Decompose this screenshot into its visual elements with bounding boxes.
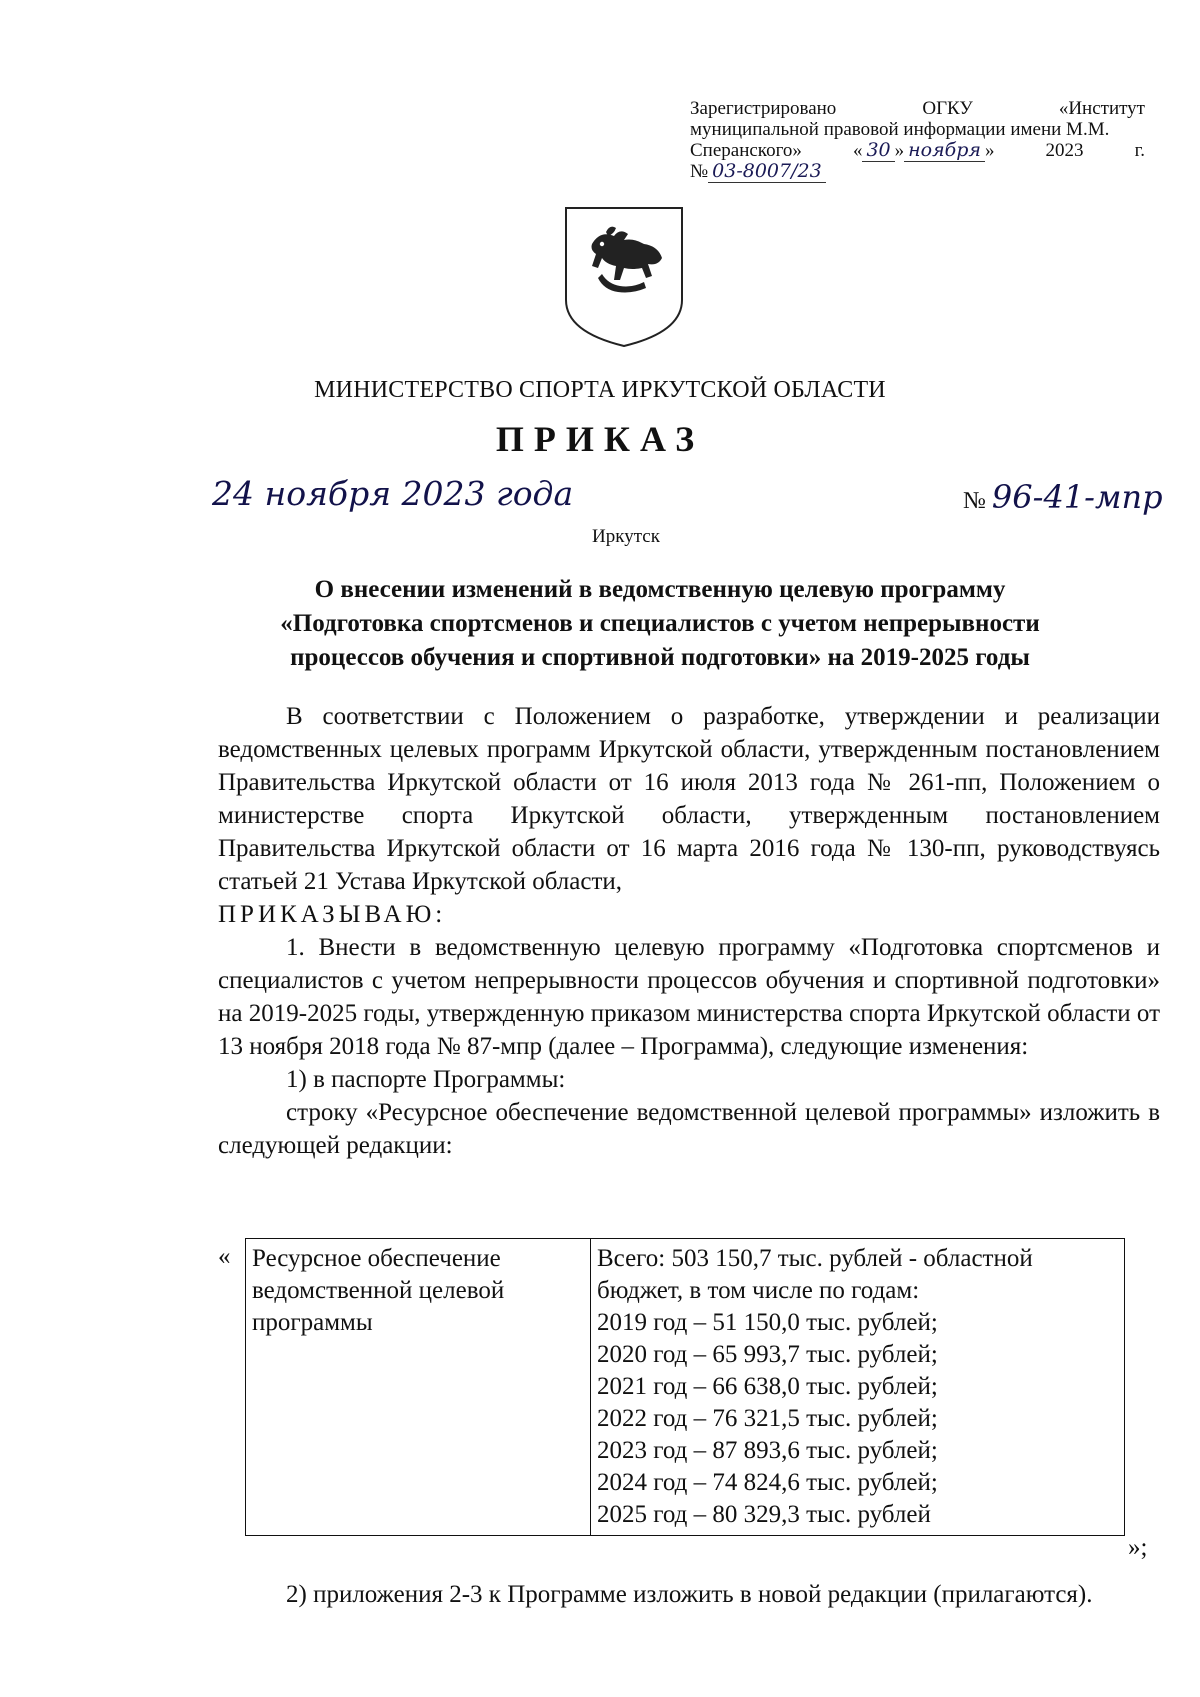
order-date: 24 ноября 2023 года [212,474,574,513]
registration-year: 2023 [1045,140,1084,161]
table-quote-close: »; [1128,1534,1148,1561]
resource-values-cell [591,1239,1125,1536]
ministry-name: МИНИСТЕРСТВО СПОРТА ИРКУТСКОЙ ОБЛАСТИ [314,377,886,403]
order-subject [200,573,1120,675]
registration-text: Зарегистрировано [690,98,837,119]
resource-total: Всего: 503 150,7 тыс. рублей - областной бюджет, в том числе по годам: [597,1245,1033,1304]
resource-year-2020: 2020 год – 65 993,7 тыс. рублей; [597,1341,938,1368]
registration-number: 03-8007/23 [708,161,826,183]
quote-open: « [852,140,863,161]
registration-line-4 [690,161,1145,183]
table-row [246,1239,1125,1536]
resource-year-2019: 2019 год – 51 150,0 тыс. рублей; [597,1309,938,1336]
coat-of-arms-emblem [562,204,686,350]
preamble: В соответствии с Положением о разработке, утверждении и реализации ведомственных целевых программ Иркутской области, утвержденным постановлением Правительства Иркутской области от 16 июля 2013 года № 261-пп, Положением о министерстве спорта Иркутской области, утвержденным постановлением Правительства Иркутской области от 16 марта 2016 года № 130-пп, руководствуясь статьей 21 Устава Иркутской области, [218,703,1160,895]
table-quote-open: « [218,1243,231,1270]
registration-institute: «Институт [1058,98,1145,119]
registration-line-1 [690,98,1145,119]
registration-line-2 [690,119,1145,140]
item-1-2: 2) приложения 2-3 к Программе изложить в новой редакции (прилагаются). [286,1581,1093,1608]
resource-table [245,1238,1125,1536]
item-1: 1. Внести в ведомственную целевую программу «Подготовка спортсменов и специалистов с учетом непрерывности процессов обучения и спортивной подготовки» на 2019-2025 годы, утвержденную приказом министерства спорта Иркутской области от 13 ноября 2018 года № 87-мпр (далее – Программа), следующие изменения: [218,934,1160,1060]
order-body [218,700,1160,1162]
registration-day: 30 [862,139,894,162]
order-number [963,478,1163,516]
order-number-value: 96-41-мпр [991,478,1163,516]
city: Иркутск [592,526,660,547]
quote-close-2: » [985,140,995,161]
resource-year-2025: 2025 год – 80 329,3 тыс. рублей [597,1501,931,1528]
registration-institute-name: муниципальной правовой информации имени М.М. [690,119,1110,140]
subject-line-2: «Подготовка спортсменов и специалистов с учетом непрерывности [280,610,1040,637]
registration-org: ОГКУ [922,98,973,119]
registration-line-3 [690,140,1145,161]
order-body-continued [218,1578,1160,1611]
resource-year-2023: 2023 год – 87 893,6 тыс. рублей; [597,1437,938,1464]
document-type: ПРИКАЗ [495,419,705,459]
order-word: ПРИКАЗЫВАЮ: [218,901,447,928]
resource-label-cell: Ресурсное обеспечение ведомственной целевой программы [246,1239,591,1536]
order-number-label: № [963,488,986,514]
resource-year-2022: 2022 год – 76 321,5 тыс. рублей; [597,1405,938,1432]
quote-close: » [894,140,905,161]
registration-number-label: № [690,161,709,182]
subject-line-1: О внесении изменений в ведомственную целевую программу [314,576,1006,603]
subject-line-3: процессов обучения и спортивной подготовки» на 2019-2025 годы [290,644,1030,671]
resource-year-2021: 2021 год – 66 638,0 тыс. рублей; [597,1373,938,1400]
item-1-1-text: строку «Ресурсное обеспечение ведомственной целевой программы» изложить в следующей редакции: [218,1099,1160,1159]
registration-g: г. [1134,140,1145,161]
item-1-1: 1) в паспорте Программы: [286,1066,566,1093]
registration-month: ноября [904,139,985,162]
resource-year-2024: 2024 год – 74 824,6 тыс. рублей; [597,1469,938,1496]
registration-block [690,98,1145,183]
registration-speranskiy: Сперанского» [690,140,802,161]
registration-date [853,140,995,161]
